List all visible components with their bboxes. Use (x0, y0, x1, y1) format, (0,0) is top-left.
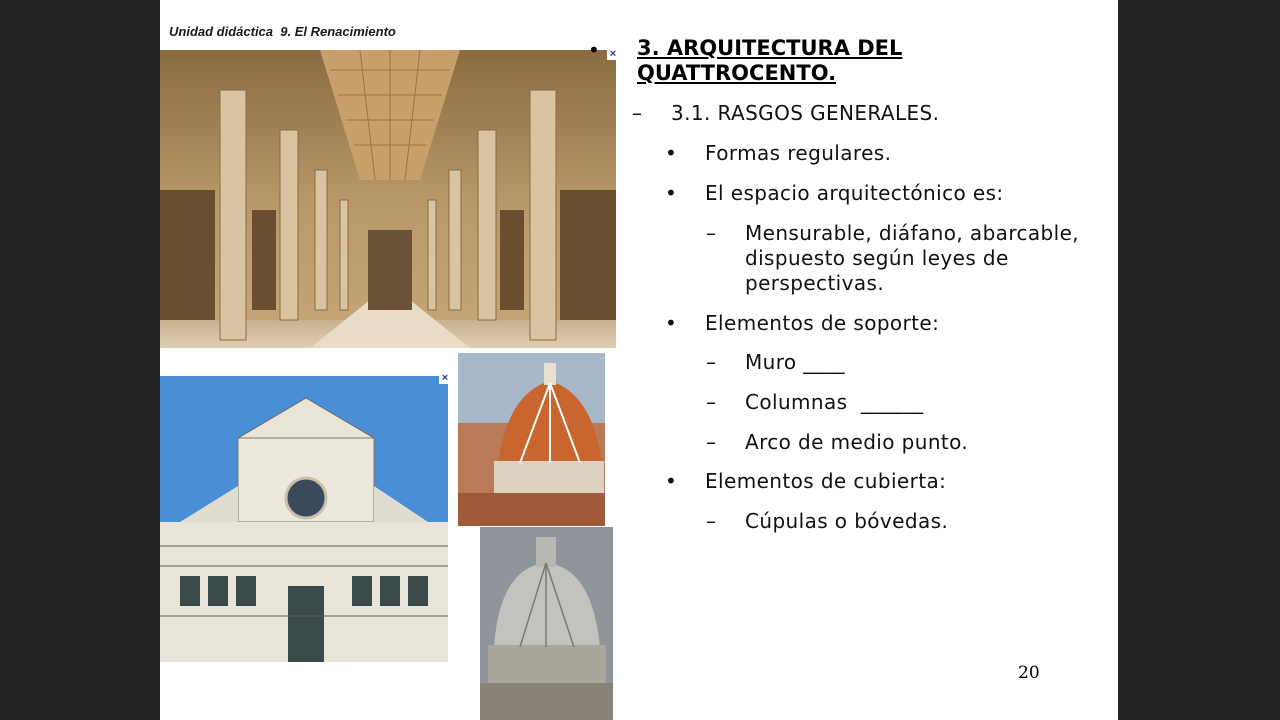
support-columns: Columnas ______ (745, 390, 924, 414)
bullet-marker: • (665, 181, 677, 205)
dash-marker: – (706, 430, 716, 454)
florence-dome-photo (458, 353, 605, 526)
item-cover-elements: Elementos de cubierta: (705, 469, 947, 493)
cover-domes: Cúpulas o bóvedas. (745, 509, 949, 533)
slide-title: 3. ARQUITECTURA DEL QUATTROCENTO. (637, 36, 903, 85)
dash-marker: – (706, 221, 716, 245)
course-header: Unidad didáctica 9. El Renacimiento (169, 24, 396, 39)
slide (160, 0, 1118, 720)
support-arch: Arco de medio punto. (745, 430, 969, 454)
title-bullet: • (588, 38, 600, 62)
dash-marker: – (706, 390, 716, 414)
bullet-marker: • (665, 141, 677, 165)
bullet-marker: • (665, 311, 677, 335)
support-wall: Muro ____ (745, 350, 845, 374)
section-heading: 3.1. RASGOS GENERALES. (671, 101, 940, 125)
dash-marker: – (706, 509, 716, 533)
close-icon[interactable]: × (607, 48, 619, 60)
item-regular-forms: Formas regulares. (705, 141, 892, 165)
basilica-interior-photo (160, 50, 616, 348)
church-facade-photo (160, 376, 448, 662)
item-architectural-space: El espacio arquitectónico es: (705, 181, 1004, 205)
page-number: 20 (1018, 663, 1040, 683)
close-icon[interactable]: × (439, 372, 451, 384)
space-description: Mensurable, diáfano, abarcable, dispuesto según leyes de perspectivas. (745, 221, 1080, 295)
saint-peter-dome-photo (480, 527, 613, 720)
bullet-marker: • (665, 469, 677, 493)
item-support-elements: Elementos de soporte: (705, 311, 940, 335)
dash-marker: – (632, 101, 642, 125)
dash-marker: – (706, 350, 716, 374)
